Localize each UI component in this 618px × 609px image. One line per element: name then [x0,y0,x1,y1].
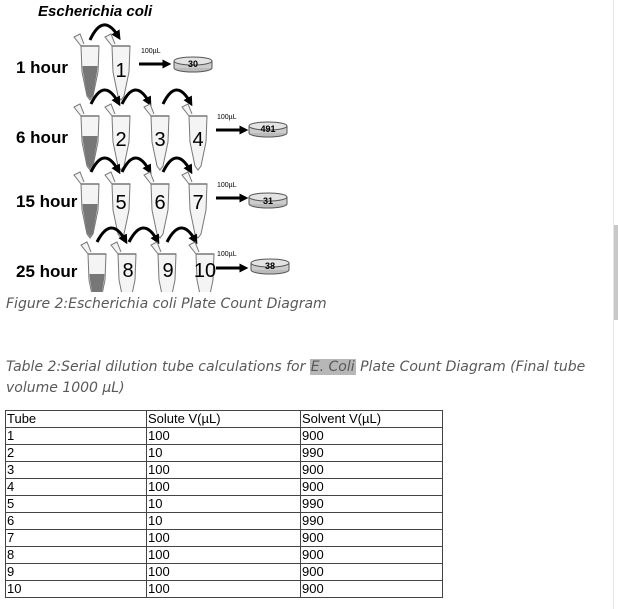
header-solute: Solute V(µL) [147,411,301,428]
table-cell: 6 [6,513,147,530]
table-row [6,445,443,462]
time-label: 6 hour [16,128,68,147]
plate-count-diagram [0,0,618,292]
table-caption-text-end: Plate Count Diagram (Final tube volume 1000 µL) [6,359,586,396]
transfer-arrow [90,25,118,40]
tube-number: 2 [115,129,127,151]
table-cell: 100 [147,462,301,479]
transfer-volume-label: 100µL [217,251,237,258]
transfer-volume-label: 100µL [141,48,161,55]
transfer-arrow [122,90,149,104]
table-row [6,462,443,479]
table-cell: 100 [147,479,301,496]
source-tube [74,104,99,170]
transfer-arrow [163,90,190,104]
table-row [6,479,443,496]
transfer-arrow [91,90,118,104]
table-cell: 900 [301,547,443,564]
tube-number: 4 [192,129,204,151]
table-cell: 3 [6,462,147,479]
row-25hour [16,228,289,292]
source-tube [74,34,99,100]
table-cell: 100 [147,428,301,445]
plate-count: 31 [262,196,274,206]
plate-count: 491 [260,124,276,134]
tube-number: 5 [115,192,127,214]
time-label: 15 hour [16,192,78,211]
table-cell: 900 [301,530,443,547]
table-cell: 100 [147,564,301,581]
tube-number: 9 [162,260,174,282]
table-cell: 5 [6,496,147,513]
transfer-arrow [129,228,157,242]
table-cell: 100 [147,547,301,564]
table-row [6,513,443,530]
plate-count: 30 [187,59,199,69]
table-cell: 100 [147,530,301,547]
table-cell: 10 [147,496,301,513]
figure-caption: Figure 2:Escherichia coli Plate Count Diagram [6,296,327,312]
tube-number: 3 [154,129,166,151]
table-cell: 10 [147,445,301,462]
table-row [6,581,443,598]
row-15hour [16,158,287,238]
table-cell: 10 [147,513,301,530]
table-row [6,496,443,513]
source-tube [81,242,106,292]
scrollbar-thumb[interactable] [614,225,618,320]
source-tube [74,172,99,238]
header-solvent: Solvent V(µL) [301,411,443,428]
transfer-arrow [167,228,195,242]
tube-number: 6 [154,192,166,214]
table-cell: 900 [301,479,443,496]
table-cell: 900 [301,462,443,479]
table-row [6,530,443,547]
tube-number: 1 [115,60,127,82]
tube-number: 7 [192,192,204,214]
table-caption [6,357,591,399]
table-cell: 4 [6,479,147,496]
time-label: 1 hour [16,58,68,77]
table-header-row [6,411,443,428]
tube-number: 8 [122,260,134,282]
transfer-arrow [122,158,149,172]
table-cell: 2 [6,445,147,462]
table-row [6,547,443,564]
table-cell: 900 [301,564,443,581]
transfer-volume-label: 100µL [217,182,237,189]
table-row [6,428,443,445]
table-cell: 990 [301,513,443,530]
table-cell: 7 [6,530,147,547]
time-label: 25 hour [16,262,78,281]
table-cell: 100 [147,581,301,598]
row-6hour [16,90,287,170]
table-cell: 9 [6,564,147,581]
diagram-title: Escherichia coli [38,3,153,20]
transfer-volume-label: 100µL [217,114,237,121]
highlighted-term[interactable]: E. Coli [310,359,355,375]
dilution-table [5,410,443,598]
table-cell: 990 [301,496,443,513]
table-cell: 990 [301,445,443,462]
table-cell: 10 [6,581,147,598]
table-caption-text: Table 2:Serial dilution tube calculations for [6,359,310,375]
table-cell: 1 [6,428,147,445]
row-1hour [16,25,212,100]
transfer-arrow [163,158,190,172]
header-tube: Tube [6,411,147,428]
transfer-arrow [91,158,118,172]
table-row [6,564,443,581]
table-cell: 900 [301,581,443,598]
table-cell: 8 [6,547,147,564]
table-cell: 900 [301,428,443,445]
plate-count: 38 [264,261,276,271]
tube-number: 10 [193,260,217,282]
